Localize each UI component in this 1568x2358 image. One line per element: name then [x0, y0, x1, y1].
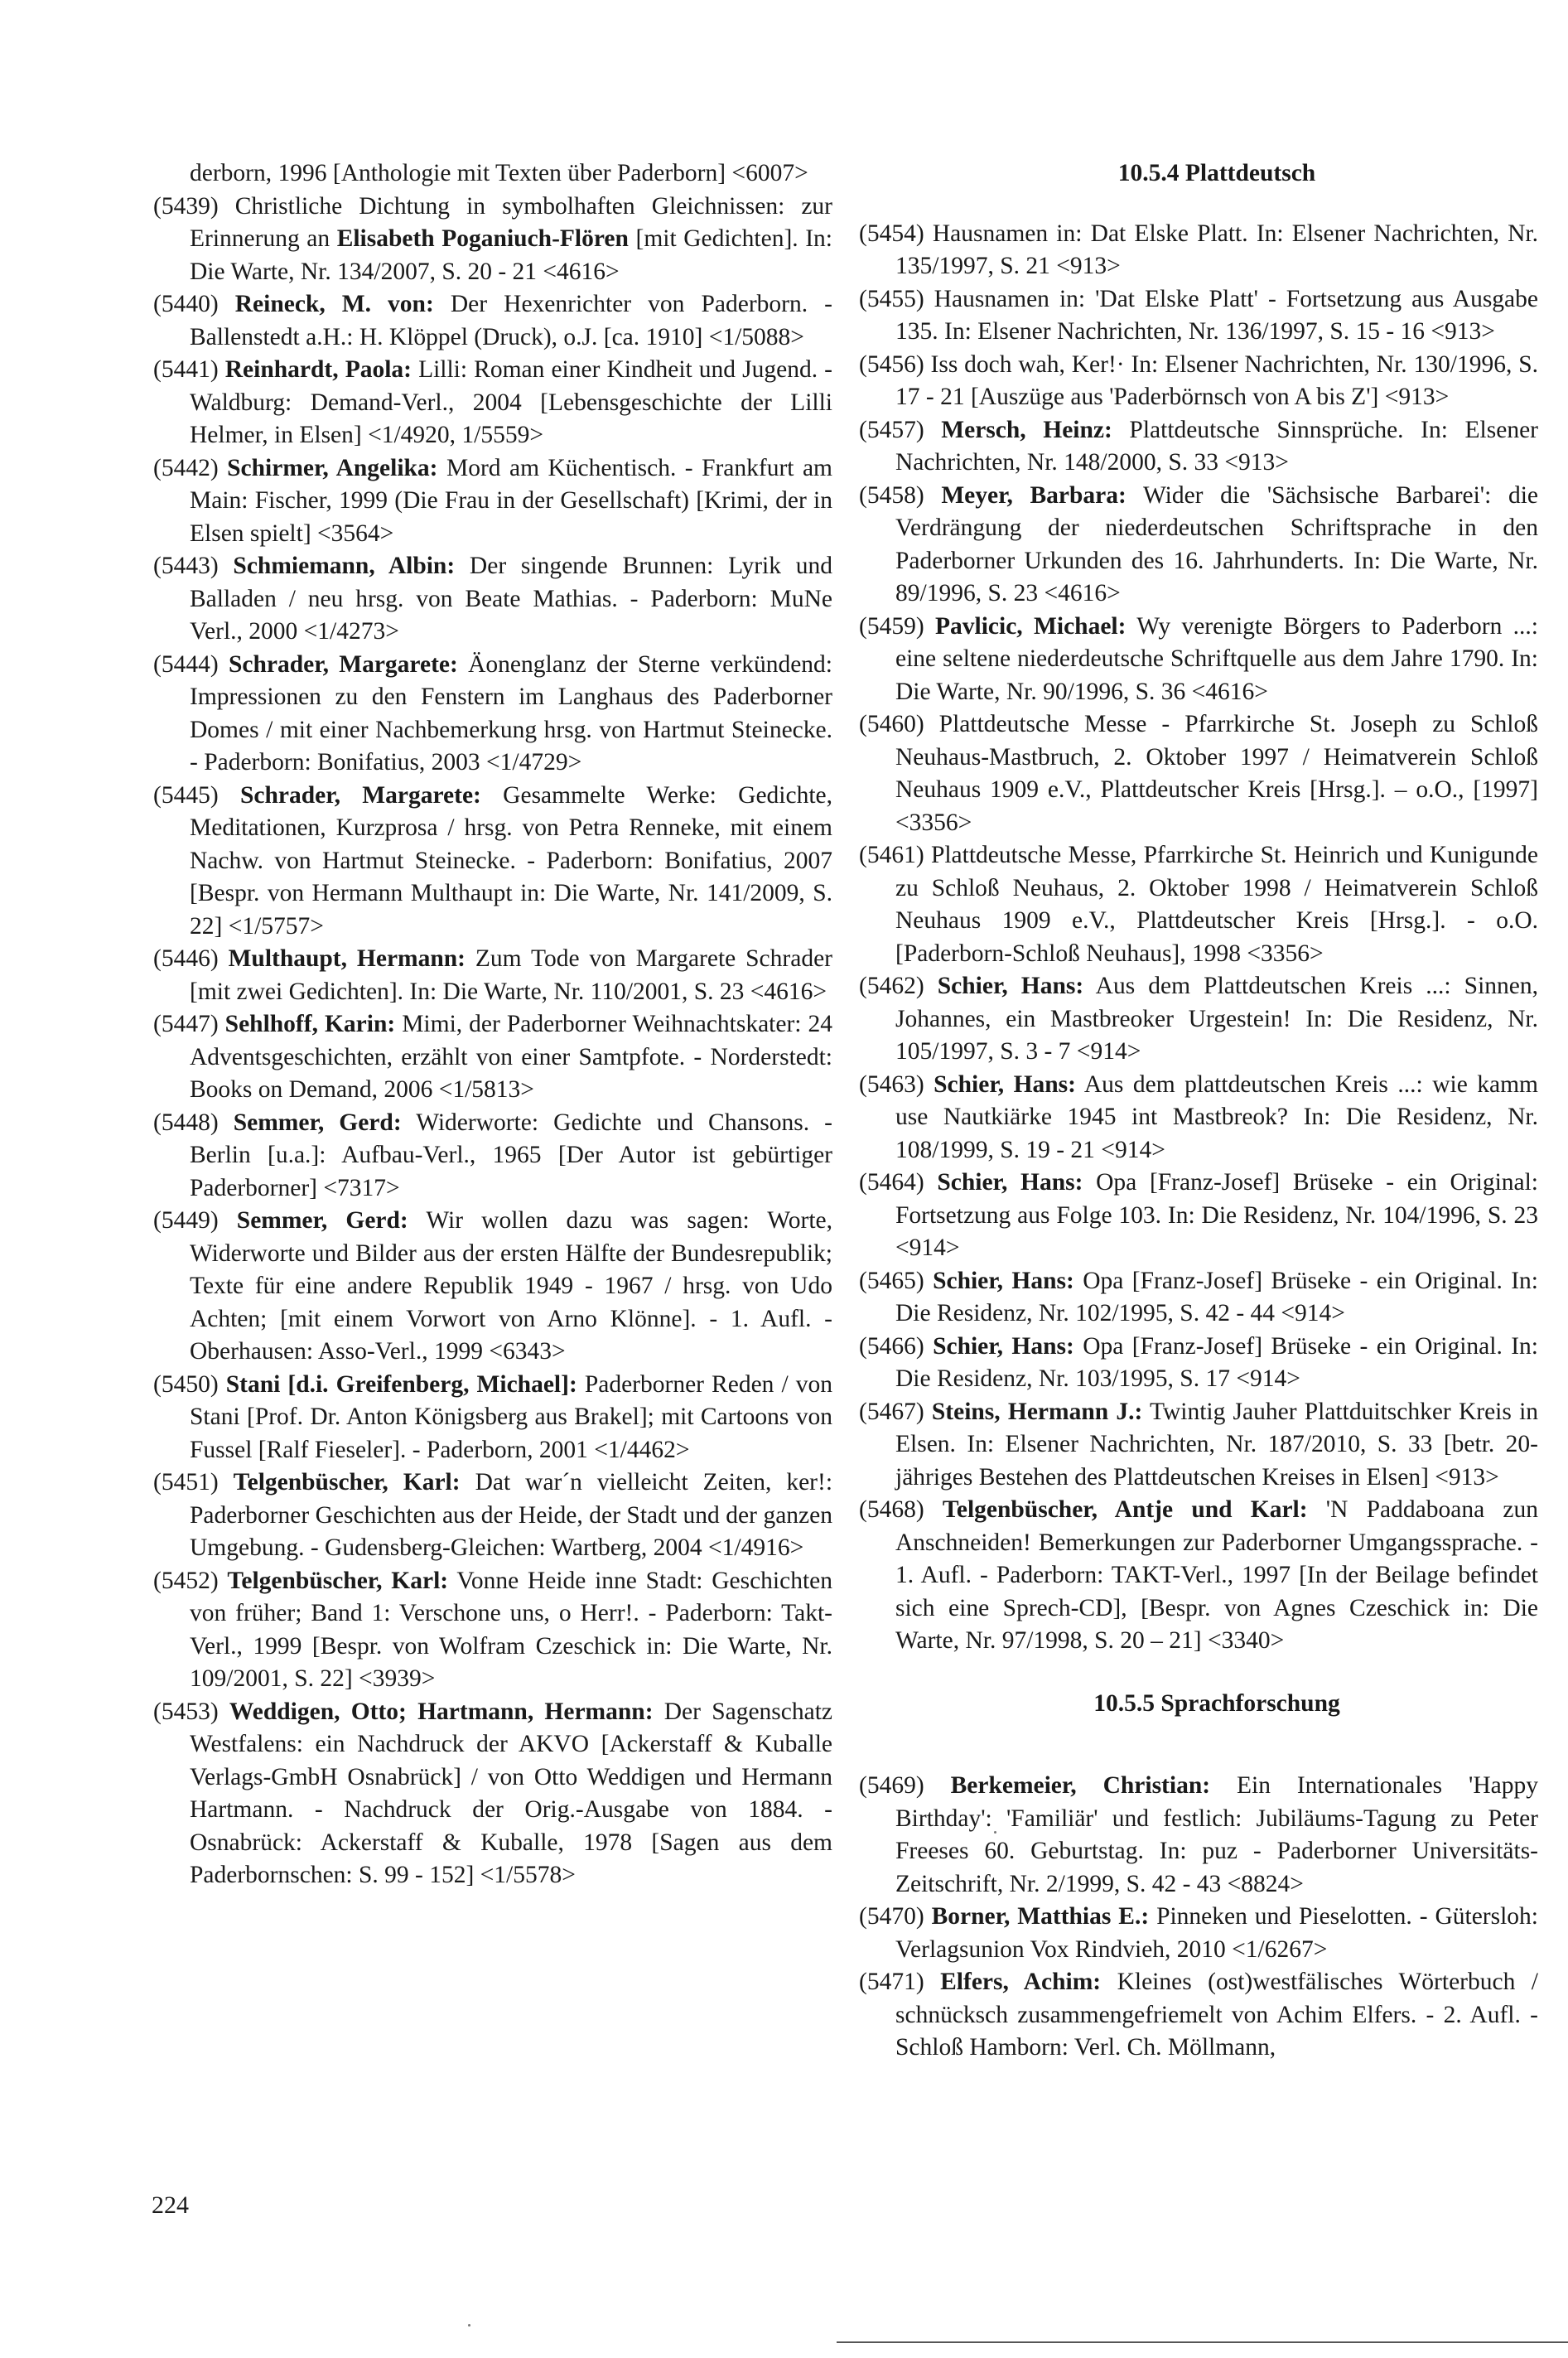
entry-5462 — [859, 970, 1538, 1069]
entry-number: (5440) — [153, 291, 219, 317]
entry-text: Mimi, der Paderborner Weihnachtskater: 24 Adventsgeschichten, erzählt von einer Samtpfote. - Norderstedt: Books on Demand, 2006 <1/5813> — [190, 1011, 833, 1103]
entry-text: Äonenglanz der Sterne verkündend: Impressionen zu den Fenstern im Langhaus des Paderborner Domes / mit einer Nachbemerkung hrsg. von Hartmut Steinecke. - Paderborn: Bonifatius, 2003 <1/4729> — [190, 650, 833, 776]
entry-5463 — [859, 1069, 1538, 1167]
entry-author: Semmer, Gerd: — [236, 1207, 408, 1234]
entry-5449 — [153, 1205, 832, 1369]
entry-author: Telgenbüscher, Karl: — [233, 1469, 461, 1495]
entry-text: Iss doch wah, Ker!· In: Elsener Nachrichten, Nr. 130/1996, S. 17 - 21 [Auszüge aus 'Paderbörnsch von A bis Z'] <913> — [895, 350, 1538, 410]
entry-text: Christliche Dichtung in symbolhaften Gleichnissen: zur Erinnerung an — [190, 192, 833, 252]
entry-author: Schrader, Margarete: — [228, 650, 458, 678]
entry-number: (5450) — [153, 1370, 219, 1398]
entry-text: Vonne Heide inne Stadt: Geschichten von früher; Band 1: Verschone uns, o Herr!. - Paderborn: Takt-Verl., 1999 [Bespr. von Wolfram Czeschick in: Die Warte, Nr. 109/2001, S. 22] <3939> — [190, 1567, 833, 1692]
entry-author: Sehlhoff, Karin: — [224, 1011, 396, 1037]
entry-5460 — [859, 708, 1538, 839]
entry-5453 — [153, 1696, 832, 1892]
section-heading-plattdeutsch: 10.5.4 Plattdeutsch — [1117, 160, 1316, 186]
entry-number: (5458) — [859, 481, 924, 509]
entry-text: Widerworte: Gedichte und Chansons. - Berlin [u.a.]: Aufbau-Verl., 1965 [Der Autor ist gebürtiger Paderborner] <7317> — [190, 1109, 833, 1201]
entry-number: (5442) — [153, 454, 219, 481]
entry-number: (5457) — [859, 416, 924, 443]
entry-text: Kleines (ost)westfälisches Wörterbuch / schnücksch zusammengefriemelt von Achim Elfers. - 2. Aufl. - Schloß Hamborn: Verl. Ch. Möllmann, — [895, 1969, 1538, 2061]
entry-text: Ein Internationales 'Happy Birthday': 'Familiär' und festlich: Jubiläums-Tagung zu Peter Freeses 60. Geburtstag. In: puz - Paderborner Universitäts-Zeitschrift, Nr. 2/1999, S. 42 - 43 <8824> — [895, 1772, 1539, 1897]
entry-author: Schmiemann, Albin: — [233, 553, 456, 579]
entry-text: Plattdeutsche Sinnsprüche. In: Elsener Nachrichten, Nr. 148/2000, S. 33 <913> — [895, 416, 1538, 476]
entry-text: Twintig Jauher Plattduitschker Kreis in Elsen. In: Elsener Nachrichten, Nr. 187/2010, S. 33 [betr. 20-jähriges Bestehen des Plattdeutschen Kreises in Elsen] <913> — [895, 1398, 1539, 1491]
entry-number: (5469) — [859, 1772, 924, 1799]
scan-speck — [994, 1831, 996, 1834]
entry-text: 'N Paddaboana zun Anschneiden! Bemerkungen zur Paderborner Umgangssprache. - 1. Aufl. - Paderborn: TAKT-Verl., 1997 [In der Beilage befindet sich eine Sprech-CD], [Bespr. von Agnes Czeschick in: Die Warte, Nr. 97/1998, S. 20 – 21] <3340> — [895, 1496, 1538, 1654]
entry-author: Weddigen, Otto; Hartmann, Hermann: — [229, 1698, 654, 1725]
entry-number: (5464) — [859, 1169, 924, 1196]
entry-5456 — [859, 349, 1538, 414]
entry-author: Elfers, Achim: — [940, 1969, 1102, 1995]
entry-author: Meyer, Barbara: — [941, 481, 1127, 509]
entry-5451 — [153, 1467, 832, 1565]
entry-number: (5451) — [153, 1469, 219, 1495]
entry-author: Schier, Hans: — [934, 1070, 1076, 1098]
entry-text: Zum Tode von Margarete Schrader [mit zwei Gedichten]. In: Die Warte, Nr. 110/2001, S. 23 <4616> — [190, 945, 832, 1005]
entry-text: Lilli: Roman einer Kindheit und Jugend. - Waldburg: Demand-Verl., 2004 [Lebensgeschichte der Lilli Helmer, in Elsen] <1/4920, 1/5559> — [190, 356, 832, 448]
entry-text: Pinneken und Pieselotten. - Gütersloh: Verlagsunion Vox Rindvieh, 2010 <1/6267> — [895, 1903, 1538, 1963]
entry-number: (5453) — [153, 1698, 219, 1725]
continuation-text: derborn, 1996 [Anthologie mit Texten über Paderborn] <6007> — [190, 160, 808, 186]
left-column — [153, 157, 832, 1892]
page-number: 224 — [152, 2191, 189, 2219]
entry-text: Paderborner Reden / von Stani [Prof. Dr. Anton Königsberg aus Brakel]; mit Cartoons von Fussel [Ralf Fieseler]. - Paderborn, 2001 <1/4462> — [190, 1370, 833, 1463]
entry-text-after: [mit Gedichten]. In: Die Warte, Nr. 134/2007, S. 20 - 21 <4616> — [190, 225, 832, 285]
entry-author: Reineck, M. von: — [234, 291, 434, 317]
entry-5450 — [153, 1369, 832, 1467]
entry-text: Mord am Küchentisch. - Frankfurt am Main: Fischer, 1999 (Die Frau in der Gesellschaft) [Krimi, der in Elsen spielt] <3564> — [190, 454, 832, 547]
entry-number: (5461) — [859, 842, 924, 868]
entry-5467 — [859, 1396, 1538, 1495]
entry-5471 — [859, 1966, 1538, 2065]
entry-author: Reinhardt, Paola: — [224, 356, 412, 383]
entry-text: Der Sagenschatz Westfalens: ein Nachdruck der AKVO [Ackerstaff & Kuballe Verlags-GmbH Osnabrück] / von Otto Weddigen und Hermann Hartmann. - Nachdruck der Orig.-Ausgabe von 1884. - Osnabrück: Ackerstaff & Kuballe, 1978 [Sagen aus dem Paderbornschen: S. 99 - 152] <1/5578> — [190, 1698, 832, 1888]
entry-number: (5462) — [859, 973, 924, 999]
entry-5470 — [859, 1901, 1538, 1966]
entry-number: (5441) — [153, 356, 219, 383]
entry-text: Gesammelte Werke: Gedichte, Meditationen, Kurzprosa / hrsg. von Petra Renneke, mit einem Nachw. von Hartmut Steinecke. - Paderborn: Bonifatius, 2007 [Bespr. von Hermann Multhaupt in: Die Warte, Nr. 141/2009, S. 22] <1/5757> — [190, 781, 833, 940]
entry-number: (5449) — [153, 1207, 219, 1234]
entry-text: Der singende Brunnen: Lyrik und Balladen / neu hrsg. von Beate Mathias. - Paderborn: MuNe Verl., 2000 <1/4273> — [190, 553, 832, 645]
entry-5464 — [859, 1167, 1538, 1265]
entry-author: Mersch, Heinz: — [941, 416, 1112, 443]
entry-number: (5446) — [153, 945, 219, 972]
entry-5448 — [153, 1107, 832, 1206]
entry-number: (5455) — [859, 285, 924, 312]
entry-5439 — [153, 191, 832, 289]
entry-number: (5470) — [859, 1903, 924, 1930]
entry-author: Telgenbüscher, Karl: — [227, 1567, 449, 1594]
entry-5446 — [153, 943, 832, 1008]
entry-text: Opa [Franz-Josef] Brüseke - ein Original: Fortsetzung aus Folge 103. In: Die Residenz, Nr. 104/1996, S. 23 <914> — [895, 1169, 1539, 1261]
entry-5454 — [859, 218, 1538, 283]
entry-number: (5454) — [859, 220, 924, 247]
entry-5442 — [153, 452, 832, 551]
entry-5461 — [859, 839, 1538, 970]
entry-number: (5448) — [153, 1109, 219, 1136]
entry-5447 — [153, 1008, 832, 1107]
entry-5455 — [859, 283, 1538, 349]
entry-5459 — [859, 611, 1538, 709]
entry-text: Hausnamen in: Dat Elske Platt. In: Elsener Nachrichten, Nr. 135/1997, S. 21 <913> — [895, 220, 1539, 279]
entry-author: Schier, Hans: — [933, 1332, 1074, 1360]
entry-author: Schier, Hans: — [937, 973, 1084, 999]
entry-text: Aus dem Plattdeutschen Kreis ...: Sinnen, Johannes, ein Mastbreoker Urgestein! In: Die Residenz, Nr. 105/1997, S. 3 - 7 <914> — [895, 973, 1538, 1065]
entry-text: Aus dem plattdeutschen Kreis ...: wie kamm use Nautkiärke 1945 int Mastbreok? In: Die Residenz, Nr. 108/1999, S. 19 - 21 <914> — [895, 1070, 1538, 1163]
entry-text: Wir wollen dazu was sagen: Worte, Widerworte und Bilder aus der ersten Hälfte der Bundesrepublik; Texte für eine andere Republik 1949 - 1967 / hrsg. von Udo Achten; [mit einem Vorwort von Arno Klönne]. - 1. Aufl. - Oberhausen: Asso-Verl., 1999 <6343> — [190, 1207, 832, 1365]
entry-number: (5443) — [153, 553, 219, 579]
entry-author: Borner, Matthias E.: — [931, 1903, 1150, 1930]
entry-text: Plattdeutsche Messe - Pfarrkirche St. Joseph zu Schloß Neuhaus-Mastbruch, 2. Oktober 1997 / Heimatverein Schloß Neuhaus 1909 e.V., Plattdeutscher Kreis [Hrsg.]. – o.O., [1997] <3356> — [895, 711, 1538, 836]
entry-text: Dat war´n vielleicht Zeiten, ker!: Paderborner Geschichten aus der Heide, der Stadt und der ganzen Umgebung. - Gudensberg-Gleichen: Wartberg, 2004 <1/4916> — [190, 1469, 833, 1561]
entry-5440 — [153, 288, 832, 354]
entry-author: Telgenbüscher, Antje und Karl: — [942, 1496, 1308, 1523]
entry-text: Hausnamen in: 'Dat Elske Platt' - Fortsetzung aus Ausgabe 135. In: Elsener Nachrichten, Nr. 136/1997, S. 15 - 16 <913> — [895, 285, 1538, 345]
entry-author: Multhaupt, Hermann: — [228, 945, 466, 972]
entry-number: (5466) — [859, 1332, 924, 1360]
right-column — [859, 157, 1538, 2065]
entry-text: Opa [Franz-Josef] Brüseke - ein Original. In: Die Residenz, Nr. 103/1995, S. 17 <914> — [895, 1332, 1538, 1392]
entry-5452 — [153, 1565, 832, 1696]
entry-author: Schier, Hans: — [937, 1169, 1083, 1196]
entry-number: (5447) — [153, 1011, 219, 1037]
entry-number: (5468) — [859, 1496, 924, 1523]
entry-5441 — [153, 354, 832, 452]
entry-bold-name: Elisabeth Poganiuch-Flören — [336, 225, 629, 252]
entry-5466 — [859, 1331, 1538, 1396]
entry-text: Wider die 'Sächsische Barbarei': die Verdrängung der niederdeutschen Schriftsprache in den Paderborner Urkunden des 16. Jahrhunderts. In: Die Warte, Nr. 89/1996, S. 23 <4616> — [895, 481, 1539, 606]
entry-author: Steins, Hermann J.: — [931, 1398, 1143, 1425]
entry-5445 — [153, 780, 832, 944]
entry-number: (5460) — [859, 711, 924, 737]
entry-5465 — [859, 1265, 1538, 1331]
entry-5457 — [859, 414, 1538, 480]
entry-number: (5465) — [859, 1267, 924, 1294]
scan-speck — [468, 2324, 470, 2327]
entry-number: (5452) — [153, 1567, 219, 1594]
entry-5469 — [859, 1770, 1538, 1901]
entry-author: Semmer, Gerd: — [233, 1109, 402, 1136]
entry-text: Plattdeutsche Messe, Pfarrkirche St. Heinrich und Kunigunde zu Schloß Neuhaus, 2. Oktober 1998 / Heimatverein Schloß Neuhaus 1909 e.V., Plattdeutscher Kreis [Hrsg.]. - o.O. [Paderborn-Schloß Neuhaus], 1998 <3356> — [895, 842, 1538, 967]
entry-number: (5456) — [859, 350, 924, 378]
section-heading-sprachforschung: 10.5.5 Sprachforschung — [1093, 1689, 1340, 1717]
entry-text: Opa [Franz-Josef] Brüseke - ein Original. In: Die Residenz, Nr. 102/1995, S. 42 - 44 <914> — [895, 1267, 1538, 1326]
entry-author: Stani [d.i. Greifenberg, Michael]: — [225, 1370, 577, 1398]
entry-author: Schier, Hans: — [933, 1267, 1074, 1294]
entry-author: Berkemeier, Christian: — [950, 1772, 1211, 1799]
entry-number: (5445) — [153, 781, 219, 809]
entry-number: (5439) — [153, 192, 219, 220]
entry-author: Schrader, Margarete: — [239, 781, 481, 809]
entry-5468 — [859, 1494, 1538, 1658]
entry-5443 — [153, 550, 832, 649]
entry-5458 — [859, 480, 1538, 611]
entry-number: (5459) — [859, 612, 924, 640]
entry-text: Wy verenigte Börgers to Paderborn ...: eine seltene niederdeutsche Schriftquelle aus dem Jahre 1790. In: Die Warte, Nr. 90/1996, S. 36 <4616> — [895, 612, 1538, 705]
footer-rule — [837, 2341, 1568, 2343]
entry-number: (5463) — [859, 1070, 924, 1098]
entry-text: Der Hexenrichter von Paderborn. - Ballenstedt a.H.: H. Klöppel (Druck), o.J. [ca. 1910] <1/5088> — [190, 291, 833, 350]
entry-number: (5467) — [859, 1398, 924, 1425]
entry-5444 — [153, 649, 832, 780]
entry-number: (5471) — [859, 1969, 924, 1995]
entry-author: Schirmer, Angelika: — [227, 454, 438, 481]
entry-author: Pavlicic, Michael: — [935, 612, 1127, 640]
entry-number: (5444) — [153, 650, 219, 678]
